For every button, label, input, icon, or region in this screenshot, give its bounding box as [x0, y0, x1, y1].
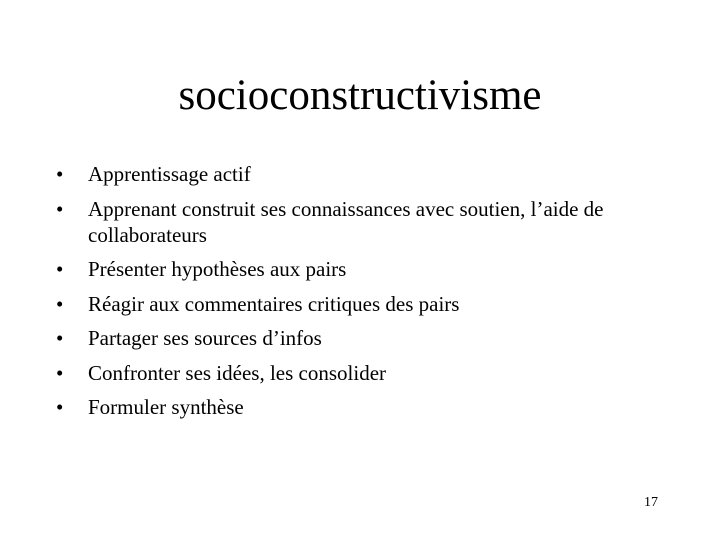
bullet-icon: •: [56, 326, 64, 350]
bullet-icon: •: [56, 395, 64, 419]
list-item: [56, 394, 676, 420]
bullet-text: Formuler synthèse: [88, 395, 244, 419]
list-item: [56, 256, 676, 282]
bullet-text: Réagir aux commentaires critiques des pairs: [88, 291, 460, 316]
bullet-icon: •: [56, 196, 64, 221]
slide-title: socioconstructivisme: [178, 72, 542, 119]
bullet-text: Confronter ses idées, les consolider: [88, 360, 387, 385]
bullet-icon: •: [56, 360, 64, 385]
bullet-text: Apprenant construit ses connaissances avec soutien, l’aide de collaborateurs: [88, 196, 604, 247]
list-item: [56, 161, 676, 187]
list-item: [56, 360, 676, 386]
bullet-icon: •: [56, 291, 64, 316]
bullet-text: Présenter hypothèses aux pairs: [88, 257, 347, 281]
page-number: 17: [644, 495, 658, 510]
bullet-text: Apprentissage actif: [88, 162, 251, 186]
bullet-icon: •: [56, 257, 64, 281]
list-item: [56, 325, 676, 351]
bullet-text: Partager ses sources d’infos: [88, 326, 322, 350]
list-item: [56, 196, 676, 248]
list-item: [56, 291, 676, 317]
bullet-list: [56, 161, 676, 429]
bullet-icon: •: [56, 162, 64, 186]
